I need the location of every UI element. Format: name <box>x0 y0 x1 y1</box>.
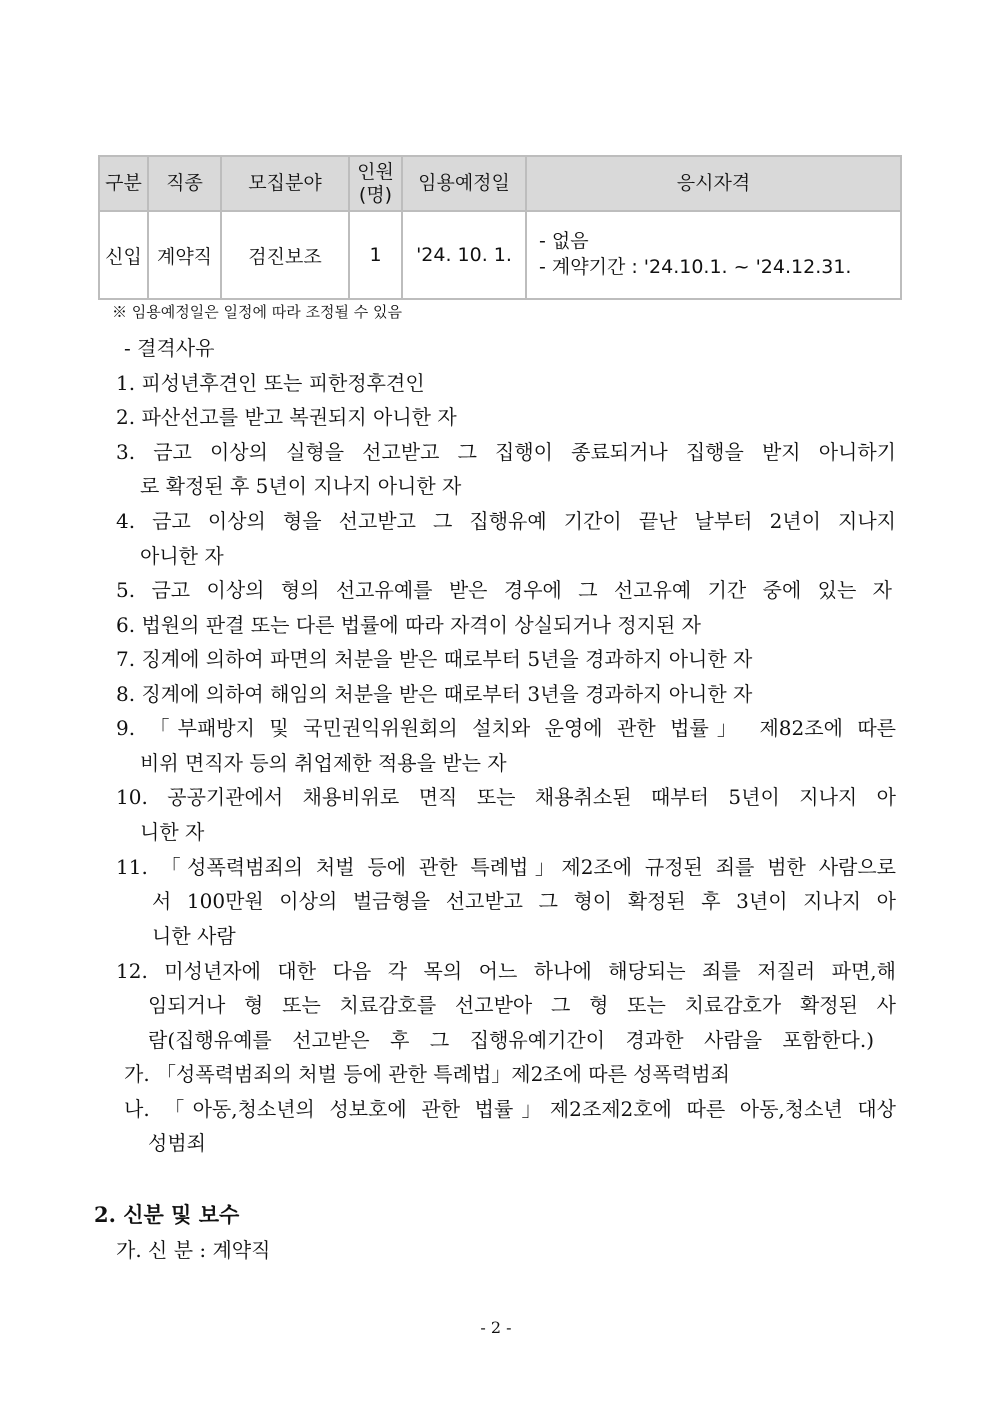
cell-jikjong: 계약직 <box>148 211 221 299</box>
recruitment-table <box>98 155 902 300</box>
disq-item-1: 1. 피성년후견인 또는 피한정후견인 <box>116 371 425 395</box>
disq-item-6: 6. 법원의 판결 또는 다른 법률에 따라 자격이 상실되거나 정지된 자 <box>116 613 701 637</box>
header-date: 임용예정일 <box>402 156 526 211</box>
header-qualification: 응시자격 <box>526 156 901 211</box>
qualification-line-2: - 계약기간 : '24.10.1. ~ '24.12.31. <box>539 256 852 278</box>
disqualification-title: - 결격사유 <box>124 336 215 360</box>
section-2-title: 2. 신분 및 보수 <box>94 1202 240 1227</box>
disq-item-3-cont: 로 확정된 후 5년이 지나지 아니한 자 <box>140 474 462 498</box>
disq-item-10: 10. 공공기관에서 채용비위로 면직 또는 채용취소된 때부터 5년이 지나지 아 <box>116 785 896 809</box>
table-header-row <box>99 156 901 211</box>
disq-item-4: 4. 금고 이상의 형을 선고받고 그 집행유예 기간이 끝난 날부터 2년이 지나지 <box>116 509 896 533</box>
disq-sub-item-ga: 가. 「성폭력범죄의 처벌 등에 관한 특례법」제2조에 따른 성폭력범죄 <box>124 1062 730 1086</box>
section-2-item-status: 가. 신 분 : 계약직 <box>116 1238 271 1262</box>
cell-qualification <box>526 211 901 299</box>
cell-date: '24. 10. 1. <box>402 211 526 299</box>
disq-item-10-cont: 니한 자 <box>140 820 205 844</box>
header-count: 인원 (명) <box>349 156 402 211</box>
date-note: ※ 임용예정일은 일정에 따라 조정될 수 있음 <box>112 303 402 321</box>
header-field: 모집분야 <box>221 156 349 211</box>
disq-item-12-cont-2: 람(집행유예를 선고받은 후 그 집행유예기간이 경과한 사람을 포함한다.) <box>148 1028 874 1052</box>
disq-item-11: 11. 「성폭력범죄의 처벌 등에 관한 특례법」제2조에 규정된 죄를 범한 사람으로 <box>116 855 896 879</box>
cell-count: 1 <box>349 211 402 299</box>
disq-item-7: 7. 징계에 의하여 파면의 처분을 받은 때로부터 5년을 경과하지 아니한 자 <box>116 647 753 671</box>
disq-sub-item-na: 나. 「아동,청소년의 성보호에 관한 법률」제2조제2호에 따른 아동,청소년 대상 <box>124 1097 896 1121</box>
disq-item-5: 5. 금고 이상의 형의 선고유예를 받은 경우에 그 선고유예 기간 중에 있는 자 <box>116 578 892 602</box>
disq-item-8: 8. 징계에 의하여 해임의 처분을 받은 때로부터 3년을 경과하지 아니한 자 <box>116 682 753 706</box>
disq-item-11-cont-2: 니한 사람 <box>152 924 236 948</box>
header-jikjong: 직종 <box>148 156 221 211</box>
disq-sub-item-na-cont: 성범죄 <box>148 1131 206 1155</box>
page-number: - 2 - <box>480 1318 512 1337</box>
disq-item-3: 3. 금고 이상의 실형을 선고받고 그 집행이 종료되거나 집행을 받지 아니하기 <box>116 440 896 464</box>
disq-item-12-cont-1: 임되거나 형 또는 치료감호를 선고받아 그 형 또는 치료감호가 확정된 사 <box>148 993 896 1017</box>
cell-field: 검진보조 <box>221 211 349 299</box>
cell-gubun: 신입 <box>99 211 148 299</box>
disq-item-9: 9. 「부패방지 및 국민권익위원회의 설치와 운영에 관한 법률」 제82조에 따른 <box>116 716 896 740</box>
disq-item-2: 2. 파산선고를 받고 복권되지 아니한 자 <box>116 405 457 429</box>
header-gubun: 구분 <box>99 156 148 211</box>
qualification-line-1: - 없음 <box>539 230 589 253</box>
disq-item-11-cont-1: 서 100만원 이상의 벌금형을 선고받고 그 형이 확정된 후 3년이 지나지 아 <box>152 889 896 913</box>
table-row <box>99 211 901 299</box>
disq-item-9-cont: 비위 면직자 등의 취업제한 적용을 받는 자 <box>140 751 507 775</box>
disq-item-12: 12. 미성년자에 대한 다음 각 목의 어느 하나에 해당되는 죄를 저질러 파면,해 <box>116 959 896 983</box>
disq-item-4-cont: 아니한 자 <box>140 544 224 568</box>
